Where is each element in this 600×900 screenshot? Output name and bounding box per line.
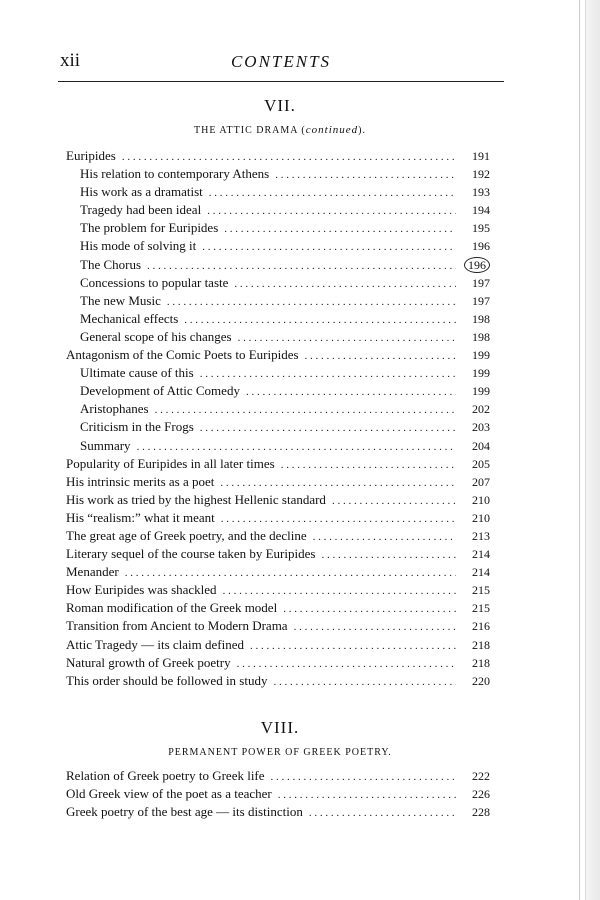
dot-leader [294,618,456,634]
page-header [60,50,502,76]
page-number-text: 220 [472,673,490,688]
dot-leader [224,220,456,236]
page-number-text: 214 [472,547,490,562]
toc-entry-page [462,601,490,616]
toc-entry-title: Criticism in the Frogs [80,419,194,435]
dot-leader [223,582,456,598]
dot-leader [202,238,456,254]
dot-leader [167,293,456,309]
toc-entry [66,275,490,293]
toc-entry-title: His work as a dramatist [80,184,203,200]
dot-leader [200,419,456,435]
page-number-text: 214 [472,565,490,580]
toc-entry-page [462,529,490,544]
toc-entry-page [462,167,490,182]
toc-entry-title: Transition from Ancient to Modern Drama [66,618,288,634]
page-number-text: 203 [472,420,490,435]
page-number-text: 197 [472,275,490,290]
dot-leader [305,347,456,363]
toc-entry-title: Summary [80,437,131,453]
toc-entry-title: How Euripides was shackled [66,582,217,598]
toc-entry-title: Greek poetry of the best age — its distinction [66,804,303,820]
toc-entry-title: Development of Attic Comedy [80,383,240,399]
toc-entry-title: Menander [66,564,119,580]
page-number-text: 213 [472,528,490,543]
page-number-text: 197 [472,293,490,308]
toc-entry [66,492,490,510]
toc-entry-page [462,656,490,671]
toc-entry-page [462,221,490,236]
dot-leader [332,492,456,508]
toc-entry-page [462,276,490,291]
toc-entry [66,202,490,220]
header-rule [58,81,504,82]
toc-entry-page [462,294,490,309]
toc-entry [66,637,490,655]
dot-leader [271,768,456,784]
toc-entry [66,786,490,804]
dot-leader [250,637,456,653]
toc-entry-title: Euripides [66,148,116,163]
toc-entry [66,564,490,582]
toc-entry-page [462,493,490,508]
toc-entry [66,618,490,636]
page-number-text: 215 [472,601,490,616]
page-number-text: 222 [472,769,490,783]
dot-leader [155,401,456,417]
page-number-text: 215 [472,583,490,598]
section-title-end: ). [358,125,366,136]
dot-leader [238,329,456,345]
page-number-text: 199 [472,348,490,363]
toc-entry-title: The problem for Euripides [80,220,219,236]
toc-entry-title: Aristophanes [80,401,149,417]
toc-entry [66,673,490,691]
section-title [0,124,560,136]
toc-entry-page [462,384,490,399]
toc-entry-title: Literary sequel of the course taken by Euripides [66,546,316,562]
toc-entry-title: This order should be followed in study [66,672,268,688]
toc-entry [66,600,490,618]
toc-entry-page [462,366,490,381]
toc-entry-title: The new Music [80,292,161,308]
toc-entry-title: Mechanical effects [80,310,179,326]
page-number-text: 199 [472,366,490,381]
page-number-text: 205 [472,456,490,471]
toc-entry-page [462,203,490,218]
toc-entry-page [462,330,490,345]
toc-entry-title: His work as tried by the highest Hellenic standard [66,491,326,507]
page-number-text: 226 [472,787,490,802]
toc-entry-title: General scope of his changes [80,328,232,344]
toc-entry-page [462,439,490,454]
dot-leader [147,257,456,273]
toc-entry [66,419,490,437]
page-number-text: 202 [472,402,490,417]
toc-entry-page [462,674,490,689]
page-number-text: 210 [472,492,490,507]
dot-leader [137,438,456,454]
dot-leader [283,600,456,616]
toc-entry-title: The great age of Greek poetry, and the decline [66,527,307,543]
toc-entry [66,293,490,311]
toc-entry-title: Natural growth of Greek poetry [66,654,231,670]
running-title: CONTENTS [230,52,332,71]
toc-entry [66,528,490,546]
toc-entry-title: Relation of Greek poetry to Greek life [66,768,265,783]
toc-entry-title: His relation to contemporary Athens [80,166,270,182]
toc-entry-page [462,239,490,254]
toc-entry-page [462,185,490,200]
page-number-text: 196 [464,257,490,273]
section-title-italic: continued [305,124,359,136]
page-number-text: 218 [472,637,490,652]
page-number-text: 216 [472,619,490,634]
toc-entry [66,401,490,419]
dot-leader [184,311,456,327]
dot-leader [313,528,456,544]
toc-entry-page [462,619,490,634]
page-number-text: 195 [472,221,490,236]
page-number-text: 198 [472,329,490,344]
dot-leader [122,148,456,164]
toc-entry [66,329,490,347]
dot-leader [275,166,456,182]
dot-leader [200,365,456,381]
section-title-text: PERMANENT POWER OF GREEK POETRY. [168,747,392,758]
toc-entry [66,238,490,256]
page-number-text: 210 [472,510,490,525]
page-number-text: 196 [472,239,490,254]
toc-entry-page [462,769,490,784]
dot-leader [209,184,456,200]
dot-leader [234,275,456,291]
toc-entry-page [462,475,490,490]
toc-entry-title: His “realism:” what it meant [66,509,215,525]
page-number-text: 192 [472,167,490,182]
dot-leader [278,786,456,802]
toc-entry [66,166,490,184]
page-number-text: 198 [472,311,490,326]
toc-entry [66,456,490,474]
page-number-text: 191 [472,149,490,163]
dot-leader [125,564,456,580]
dot-leader [281,456,456,472]
page-number-text: 228 [472,805,490,820]
toc-entry-title: Popularity of Euripides in all later times [66,455,275,471]
section-number: VIII. [260,718,300,737]
toc-entry [66,768,490,786]
toc-entry-page [462,149,490,164]
toc-entry-page [462,420,490,435]
toc-entry [66,582,490,600]
toc-entry-page [462,565,490,580]
dot-leader [220,474,456,490]
page-number-text: 218 [472,655,490,670]
page-number-text: 199 [472,384,490,399]
section-title-text: THE ATTIC DRAMA ( [194,125,306,136]
toc-entry-page [462,348,490,363]
page-number-text: 194 [472,203,490,218]
dot-leader [246,383,456,399]
toc-entry [66,510,490,528]
toc-entry [66,184,490,202]
toc-entry-title: His intrinsic merits as a poet [66,473,215,489]
toc-entry-page [462,638,490,653]
toc-entry-page [462,402,490,417]
toc-entry-title: Concessions to popular taste [80,274,229,290]
toc-entry-page [462,312,490,327]
circled-page-number [462,258,490,273]
dot-leader [309,804,456,820]
page-number: xii [60,50,81,71]
toc-entry [66,383,490,401]
toc-entry-title: Old Greek view of the poet as a teacher [66,786,272,802]
section-title [0,747,560,758]
toc-entry [66,546,490,564]
page-edge [585,0,600,900]
toc-entry-page [462,511,490,526]
toc-entry [66,804,490,822]
page-number-text: 207 [472,474,490,489]
toc-list [66,768,490,822]
toc-entry [66,220,490,238]
toc-entry [66,655,490,673]
toc-entry-page [462,805,490,820]
toc-entry-page [462,787,490,802]
toc-entry-page [462,457,490,472]
toc-entry [66,257,490,275]
toc-list [66,148,490,691]
toc-entry [66,365,490,383]
toc-entry-title: Tragedy had been ideal [80,202,202,218]
toc-entry [66,438,490,456]
section-number: VII. [264,96,296,115]
dot-leader [321,546,456,562]
toc-entry-title: Roman modification of the Greek model [66,600,278,616]
dot-leader [221,510,456,526]
toc-entry-title: Ultimate cause of this [80,365,194,381]
dot-leader [273,673,456,689]
toc-entry [66,148,490,166]
toc-entry [66,474,490,492]
toc-entry-page [462,583,490,598]
toc-entry [66,347,490,365]
page-number-text: 204 [472,438,490,453]
dot-leader [237,655,456,671]
page-border [579,0,580,900]
toc-entry-title: Antagonism of the Comic Poets to Euripides [66,347,299,363]
toc-entry-page [462,547,490,562]
toc-entry-title: His mode of solving it [80,238,197,254]
page-number-text: 193 [472,185,490,200]
dot-leader [207,202,456,218]
toc-entry-title: The Chorus [80,256,142,272]
toc-entry [66,311,490,329]
toc-entry-title: Attic Tragedy — its claim defined [66,636,245,652]
